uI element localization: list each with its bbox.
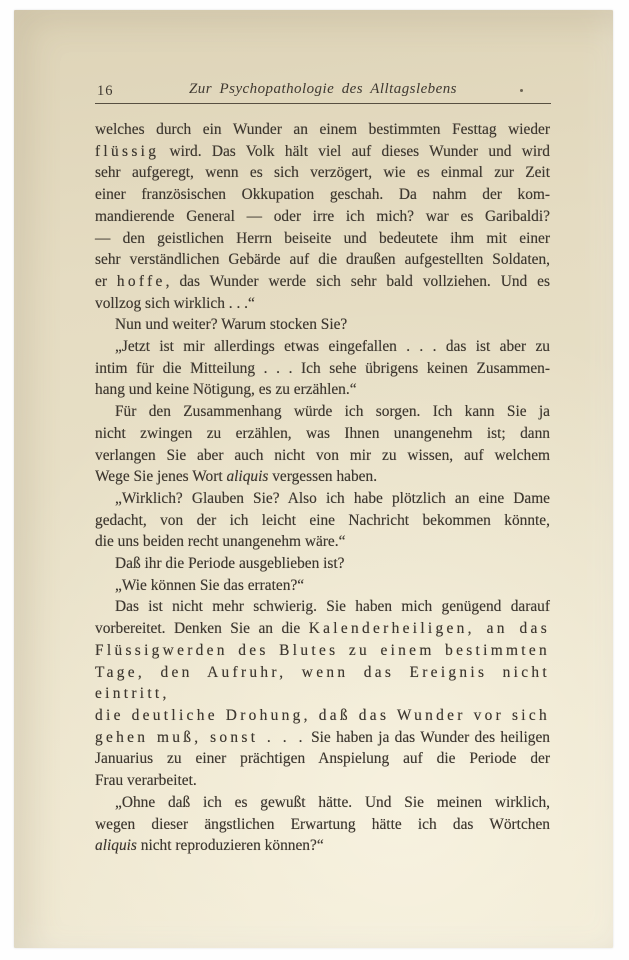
text-segment: vorbereitet. Denken Sie an die [95,620,309,638]
text-line-11 [95,336,550,358]
text-segment: sehr aufgeregt, wenn es sich verzögert, wie es einmal zur Zeit [95,164,550,182]
text-line-26 [95,662,550,705]
text-segment: aliquis [226,468,269,486]
text-segment: vollzog sich wirklich . . .“ [95,294,255,312]
text-line-16 [95,445,550,467]
text-line-18 [95,488,550,510]
text-line-7 [95,249,550,271]
text-line-9 [95,293,550,315]
text-segment: welches durch ein Wunder an einem bestimmten Festtag wieder [95,121,550,138]
text-segment: flüssig [95,142,160,160]
text-segment: einer französischen Okkupation geschah. Da nahm der kom- [95,186,550,204]
text-line-30 [95,770,550,792]
text-segment: „Ohne daß ich es gewußt hätte. Und Sie meinen wirklich, [115,793,550,811]
text-line-19 [95,510,550,532]
text-segment: „Wie können Sie das erraten?“ [115,576,305,594]
text-line-25 [95,640,550,662]
text-segment: Januarius zu einer prächtigen Anspielung auf die Periode der [95,750,550,768]
text-line-20 [95,531,550,553]
text-segment: wegen dieser ängstlichen Erwartung hätte ich das Wörtchen [95,815,550,833]
text-line-29 [95,748,550,770]
text-segment: vergessen haben. [268,468,378,486]
page-body [95,119,550,857]
text-line-15 [95,423,550,445]
text-line-1 [95,119,550,141]
text-segment: mandierende General — oder irre ich mich? war es Garibaldi? [95,207,550,225]
header-rule [95,103,551,104]
text-line-24 [95,618,550,640]
text-segment: wird. Das Volk hält viel auf dieses Wunder und wird [159,142,550,160]
text-segment: Wege Sie jenes Wort [95,468,227,486]
text-segment: aliquis [95,837,137,855]
text-line-32 [95,814,550,836]
text-line-27 [95,705,550,727]
page-number: 16 [97,83,114,99]
text-segment: Nun und weiter? Warum stocken Sie? [115,316,348,334]
text-segment: Kalenderheiligen, an das [308,620,550,638]
text-segment: er [95,272,117,290]
text-segment: Flüssigwerden des Blutes zu einem bestimmten [95,641,550,659]
text-segment: gedacht, von der ich leicht eine Nachricht bekommen könnte, [95,511,550,529]
text-line-17 [95,466,550,488]
text-segment: die uns beiden recht unangenehm wäre.“ [95,533,346,551]
text-segment: Tage, den Aufruhr, wenn das Ereignis nicht eintritt, [95,663,550,703]
book-page [14,10,613,948]
text-line-22 [95,575,550,597]
text-segment: Das ist nicht mehr schwierig. Sie haben mich genügend darauf [115,598,550,616]
text-line-28 [95,727,550,749]
text-line-13 [95,379,550,401]
text-line-3 [95,162,550,184]
text-line-4 [95,184,550,206]
text-segment: nicht zwingen zu erzählen, was Ihnen unangenehm ist; dann [95,424,550,442]
text-line-2 [95,141,550,163]
text-line-6 [95,228,550,250]
text-line-14 [95,401,550,423]
text-line-10 [95,314,550,336]
text-segment: hoffe [116,272,166,290]
text-segment: Frau verarbeitet. [95,772,197,790]
text-line-8 [95,271,550,293]
text-line-31 [95,792,550,814]
text-segment: nicht reproduzieren können?“ [136,837,324,855]
text-line-12 [95,358,550,380]
text-segment: , das Wunder werde sich sehr bald vollziehen. Und es [165,272,550,290]
text-line-21 [95,553,550,575]
text-segment: Sie haben ja das Wunder des heiligen [305,728,550,746]
text-segment: gehen muß, sonst . . . [95,728,306,746]
text-segment: Daß ihr die Periode ausgeblieben ist? [115,555,345,573]
text-line-23 [95,596,550,618]
text-segment: sehr verständlichen Gebärde auf die draußen aufgestellten Soldaten, [95,251,550,269]
page-header [95,81,551,103]
text-line-33 [95,835,550,857]
text-segment: — den geistlichen Herrn beiseite und bedeutete ihm mit einer [95,229,550,247]
text-segment: „Wirklich? Glauben Sie? Also ich habe plötzlich an eine Dame [115,489,550,507]
text-segment: Für den Zusammenhang würde ich sorgen. Ich kann Sie ja [115,403,550,421]
ink-speck [520,89,523,92]
running-title: Zur Psychopathologie des Alltagslebens [189,81,457,97]
text-segment: verlangen Sie aber auch nicht von mir zu wissen, auf welchem [95,446,550,464]
text-line-5 [95,206,550,228]
text-segment: intim für die Mitteilung . . . Ich sehe übrigens keinen Zusammen- [95,359,550,377]
text-segment: „Jetzt ist mir allerdings etwas eingefallen . . . das ist aber zu [115,338,550,356]
text-segment: die deutliche Drohung, daß das Wunder vor sich [95,706,550,724]
text-segment: hang und keine Nötigung, es zu erzählen.“ [95,381,357,399]
